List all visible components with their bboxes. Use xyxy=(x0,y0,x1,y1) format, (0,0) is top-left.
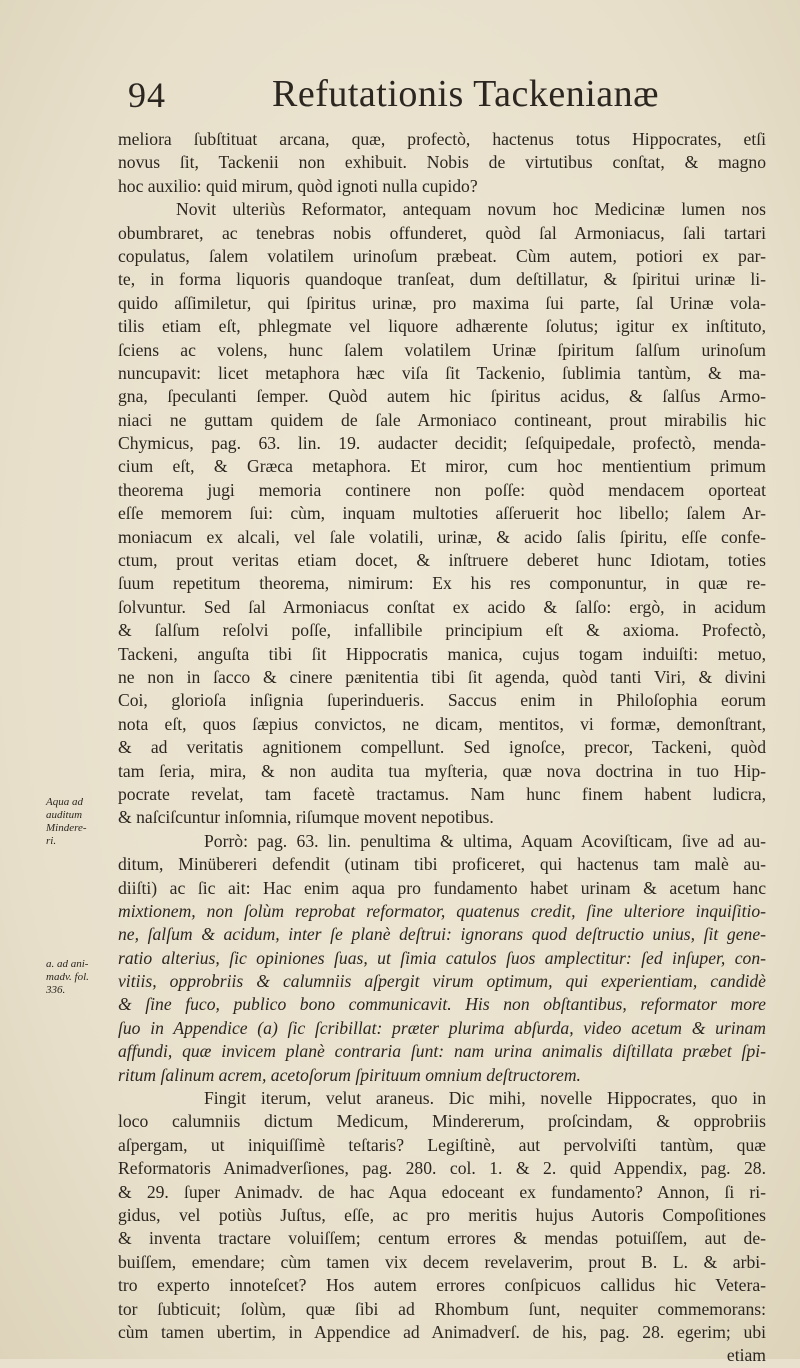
text-line: copulatus, ſalem volatilem urinoſum præbeat. Cùm autem, potiori ex par- xyxy=(118,245,766,266)
text-line: ſolvuntur. Sed ſal Armoniacus conſtat ex acido & ſalſo: ergò, in acidum xyxy=(118,596,766,617)
text-line: gna, ſpeculanti ſemper. Quòd autem hic ſpiritus acidus, & ſalſus Armo- xyxy=(118,386,766,407)
text-line: tro experto innoteſcet? Hos autem errores conſpicuos callidus hic Vetera- xyxy=(118,1275,766,1296)
text-line: theorema jugi memoria continere non poſſe: quòd mendacem oporteat xyxy=(118,479,766,500)
text-line: nuncupavit: licet metaphora hæc viſa ſit Tackenio, ſublimia tantùm, & ma- xyxy=(118,362,766,383)
text-line: ritum ſalinum acrem, acetoſorum ſpirituum omnium deſtructorem. xyxy=(118,1064,581,1085)
text-line: moniacum ex alcali, vel ſale volatili, urinæ, & acido ſalis ſpiritu, eſſe confe- xyxy=(118,526,766,547)
text-line: mixtionem, non ſolùm reprobat reformator, quatenus credit, ſine ulteriore inquiſitio- xyxy=(118,900,766,921)
text-line: ratio alterius, ſic opiniones ſuas, ut ſimia catulos ſuos amplectitur: ſed inſuper, con- xyxy=(118,947,766,968)
text-line: cium eſt, & Græca metaphora. Et miror, cum hoc mentientium primum xyxy=(118,456,766,477)
text-line: loco calumniis dictum Medicum, Mindererum, proſcindam, & opprobriis xyxy=(118,1111,766,1132)
text-line: & ad veritatis agnitionem compellunt. Sed ignoſce, precor, Tackeni, quòd xyxy=(118,737,766,758)
text-line: novus ſit, Tackenii non exhibuit. Nobis de virtutibus conſtat, & magno xyxy=(118,152,766,173)
text-line: obumbraret, ac tenebras nobis offunderet, quòd ſal Armoniacus, ſali tartari xyxy=(118,222,766,243)
text-line: nota eſt, quos ſæpius convictos, ne dicam, mentitos, vi formæ, demonſtrant, xyxy=(118,713,766,734)
text-line: hoc auxilio: quid mirum, quòd ignoti nulla cupido? xyxy=(118,175,478,196)
text-line: quido aſſimiletur, qui ſpiritus urinæ, pro maxima ſui parte, ſal Urinæ vola- xyxy=(118,292,766,313)
running-title: Refutationis Tackenianæ xyxy=(272,73,659,115)
text-line: Coi, glorioſa inſignia ſuperindueris. Saccus enim in Philoſophia eorum xyxy=(118,690,766,711)
text-line: ſuum repetitum theorema, nimirum: Ex his res componuntur, in quæ re- xyxy=(118,573,766,594)
text-line: ſciens ac volens, hunc ſalem volatilem Urinæ ſpiritum ſalſum urinoſum xyxy=(118,339,766,360)
text-line: te, in forma liquoris quandoque tranſeat, dum deſtillatur, & ſpiritui urinæ li- xyxy=(118,269,766,290)
text-line: cùm tamen ubertim, in Appendice ad Animadverſ. de his, pag. 28. egerim; ubi xyxy=(118,1321,766,1342)
margin-note-animadv xyxy=(46,958,116,997)
text-line: affundi, quæ invicem planè contraria ſunt: nam urina animalis diſtillata præbet ſpi- xyxy=(118,1041,766,1062)
text-line: ne non in ſacco & cinere pænitentia tibi ſit agenda, quòd tanti Viri, & divini xyxy=(118,666,766,687)
text-line: tam ſeria, mira, & non audita tua myſteria, quæ nova doctrina in tuo Hip- xyxy=(118,760,766,781)
margin-note-aqua xyxy=(46,796,116,848)
text-line: eſſe memorem ſui: cùm, inquam multoties aſſeruerit hoc libello; ſalem Ar- xyxy=(118,503,766,524)
text-line: pocrate revelat, tam facetè tractamus. Nam hunc finem habent ludicra, xyxy=(118,783,766,804)
text-line: Reformatoris Animadverſiones, pag. 280. col. 1. & 2. quid Appendix, pag. 28. xyxy=(118,1158,766,1179)
text-line: tilis etiam eſt, phlegmate vel liquore adhærente ſolutus; igitur ex inſtituto, xyxy=(118,316,766,337)
margin-note-line: ri. xyxy=(46,835,57,847)
body-text xyxy=(118,128,766,1368)
text-line: Fingit iterum, velut araneus. Dic mihi, novelle Hippocrates, quo in xyxy=(204,1088,766,1109)
text-line: & inventa tractare voluiſſem; centum errores & mendas potuiſſem, aut de- xyxy=(118,1228,766,1249)
margin-note-line: 336. xyxy=(46,984,66,996)
page-header xyxy=(118,72,758,132)
catchword: etiam xyxy=(726,1345,766,1366)
text-line: & ſine fuco, publico bono communicavit. His non obſtantibus, reformator more xyxy=(118,994,766,1015)
text-line: & 29. ſuper Animadv. de hac Aqua edoceant ex fundamento? Annon, ſi ri- xyxy=(118,1181,766,1202)
text-line: ne, ſalſum & acidum, inter ſe planè deſtrui: ignorans quod deſtructio unius, ſit gene- xyxy=(118,924,766,945)
text-line: & ſalſum reſolvi poſſe, infallibile principium eſt & axioma. Profectò, xyxy=(118,620,766,641)
text-line: Tackeni, anguſta tibi ſit Hippocratis manica, cujus togam induiſti: metuo, xyxy=(118,643,766,664)
margin-note-line: Aqua ad xyxy=(46,796,83,808)
text-line: diiſti) ac ſic ait: Hac enim aqua pro fundamento habet urinam & acetum hanc xyxy=(118,877,766,898)
margin-note-line: a. ad ani- xyxy=(46,958,89,970)
text-line: Novit ulteriùs Reformator, antequam novum hoc Medicinæ lumen nos xyxy=(176,199,766,220)
text-line: buiſſem, emendare; cùm tamen vix decem revelaverim, prout B. L. & arbi- xyxy=(118,1251,766,1272)
margin-note-line: Mindere- xyxy=(46,822,87,834)
text-line: meliora ſubſtituat arcana, quæ, profectò, hactenus totus Hippocrates, etſi xyxy=(118,129,766,149)
margin-note-line: madv. fol. xyxy=(46,971,89,983)
margin-note-line: auditum xyxy=(46,809,83,821)
text-line: ſuo in Appendice (a) ſic ſcribillat: præter plurima abſurda, video acetum & urinam xyxy=(118,1017,766,1038)
page-number: 94 xyxy=(128,75,166,115)
text-line: Chymicus, pag. 63. lin. 19. audacter decidit; ſeſquipedale, profectò, menda- xyxy=(118,433,766,454)
text-line: gidus, vel potiùs Juſtus, eſſe, ac pro meritis hujus Autoris Compoſitiones xyxy=(118,1204,766,1225)
text-line: vitiis, opprobriis & calumniis aſpergit virum optimum, qui experientiam, candidè xyxy=(118,971,766,992)
text-line: niaci ne guttam quidem de ſale Armoniaco contineant, prout mirabilis hic xyxy=(118,409,766,430)
text-line: tor ſubticuit; ſolùm, quæ ſibi ad Rhombum ſunt, nequiter commemorans: xyxy=(118,1298,766,1319)
text-line: ctum, prout veritas etiam docet, & inſtruere deberet hunc Idiotam, toties xyxy=(118,550,766,571)
text-line: ditum, Minübereri defendit (utinam tibi proficeret, qui hactenus tam malè au- xyxy=(118,854,766,875)
text-line: & naſciſcuntur inſomnia, riſumque movent nepotibus. xyxy=(118,807,494,828)
text-line: aſpergam, ut iniquiſſimè teſtaris? Legiſtinè, aut pervolviſti tantùm, quæ xyxy=(118,1134,766,1155)
text-line: Porrò: pag. 63. lin. penultima & ultima, Aquam Acoviſticam, ſive ad au- xyxy=(204,830,766,851)
